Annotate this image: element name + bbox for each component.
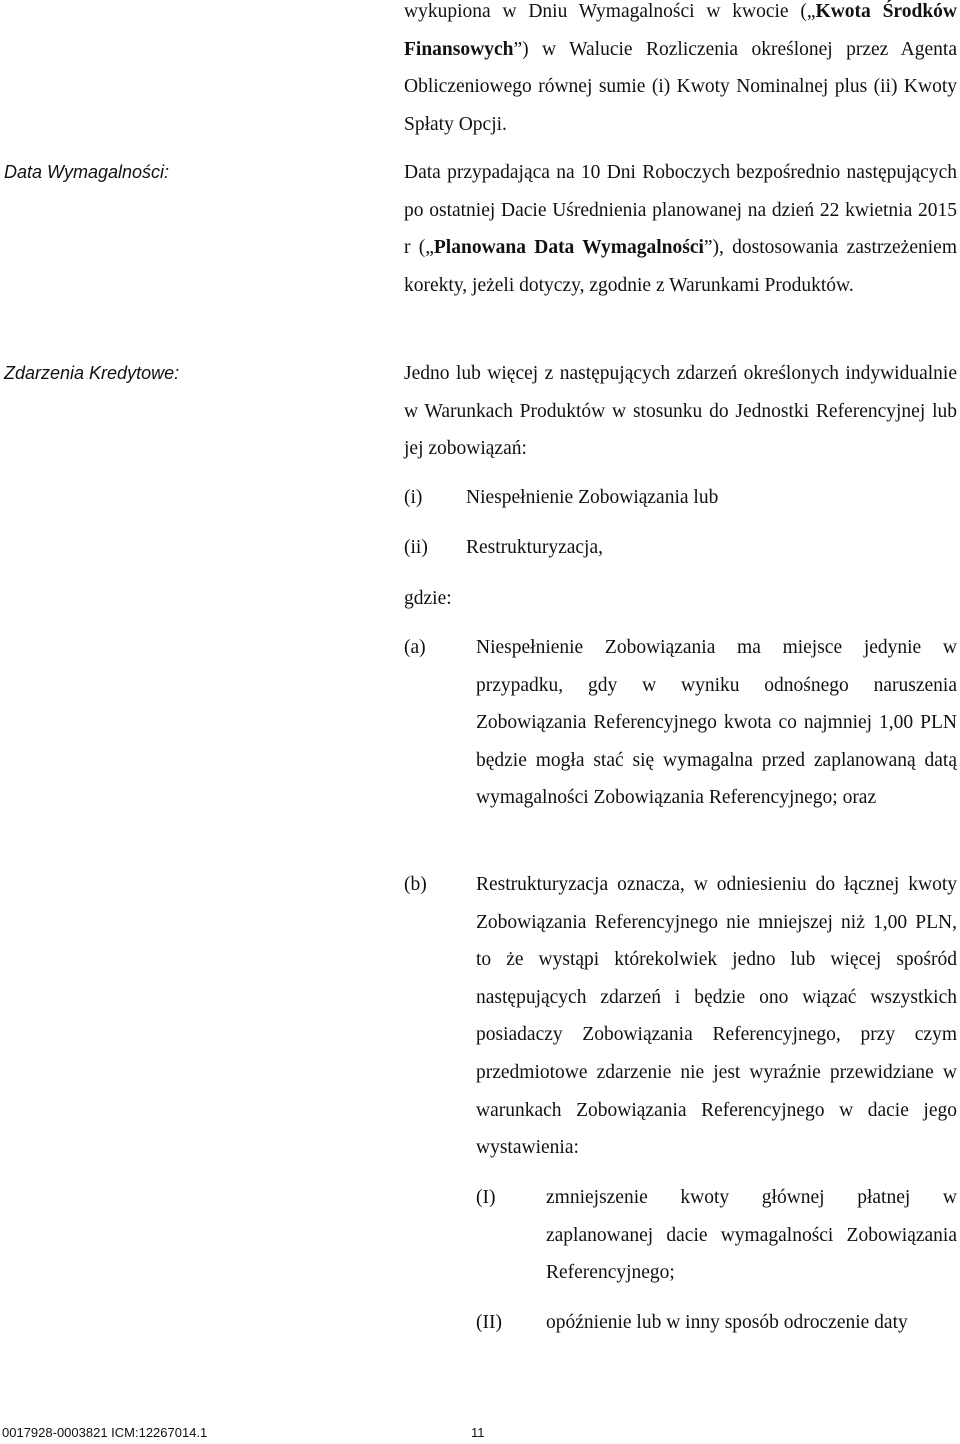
paragraph-text: ”), dostosowania zastrzeżeniem korekty, jeżeli dotyczy, zgodnie z Warunkami Produktów.: [404, 237, 957, 296]
list-number: (ii): [404, 537, 428, 558]
paragraph-text: ”) w Walucie Rozliczenia określonej przez Agenta Obliczeniowego równej sumie (i) Kwoty Nominalnej plus (ii) Kwoty Spłaty Opcji.: [404, 38, 957, 135]
label-data-wymagalnosci: Data Wymagalności:: [4, 162, 170, 182]
list-item-text: Niespełnienie Zobowiązania lub: [466, 487, 719, 508]
list-item-text: opóźnienie lub w inny sposób odroczenie daty: [546, 1312, 908, 1333]
list-number: (II): [476, 1312, 502, 1333]
footer-page-number: 11: [471, 1425, 485, 1440]
defined-term: Kwota Środków Finansowych: [404, 1, 957, 60]
list-number: (a): [404, 637, 426, 658]
list-number: (b): [404, 874, 427, 895]
paragraph-text: wykupiona w Dniu Wymagalności w kwocie („: [404, 1, 816, 22]
paragraph-data-wymagalnosci: [404, 154, 957, 304]
list-number: (i): [404, 487, 423, 508]
list-item-text: Restrukturyzacja,: [466, 537, 603, 558]
paragraph-kwota-srodkow: [404, 0, 957, 143]
list-item-text: zmniejszenie kwoty głównej płatnej w zaplanowanej dacie wymagalności Zobowiązania Referencyjnego;: [546, 1187, 957, 1284]
gdzie-label: gdzie:: [404, 588, 452, 609]
list-item-text: Niespełnienie Zobowiązania ma miejsce jedynie w przypadku, gdy w wyniku odnośnego naruszenia Zobowiązania Referencyjnego kwota co najmniej 1,00 PLN będzie mogła stać się wymagalna przed zaplanowaną datą wymagalności Zobowiązania Referencyjnego; oraz: [476, 637, 957, 809]
footer-document-id: 0017928-0003821 ICM:12267014.1: [2, 1425, 208, 1440]
paragraph-zdarzenia: Jedno lub więcej z następujących zdarzeń określonych indywidualnie w Warunkach Produktów w stosunku do Jednostki Referencyjnej lub jej zobowiązań:: [404, 363, 957, 460]
list-number: (I): [476, 1187, 496, 1208]
defined-term: Planowana Data Wymagalności: [433, 237, 704, 259]
label-zdarzenia-kredytowe: Zdarzenia Kredytowe:: [4, 363, 180, 383]
paragraph-text: Data przypadająca na 10 Dni Roboczych bezpośrednio następujących po ostatniej Dacie Uśrednienia planowanej na dzień 22 kwietnia 2015 r („: [404, 162, 957, 259]
list-item-text: Restrukturyzacja oznacza, w odniesieniu do łącznej kwoty Zobowiązania Referencyjnego nie mniejszej niż 1,00 PLN, to że wystąpi którekolwiek jedno lub więcej spośród następujących zdarzeń i będzie ono wiązać wszystkich posiadaczy Zobowiązania Referencyjnego, przy czym przedmiotowe zdarzenie nie jest wyraźnie przewidziane w warunkach Zobowiązania Referencyjnego w dacie jego wystawienia:: [476, 874, 957, 1159]
